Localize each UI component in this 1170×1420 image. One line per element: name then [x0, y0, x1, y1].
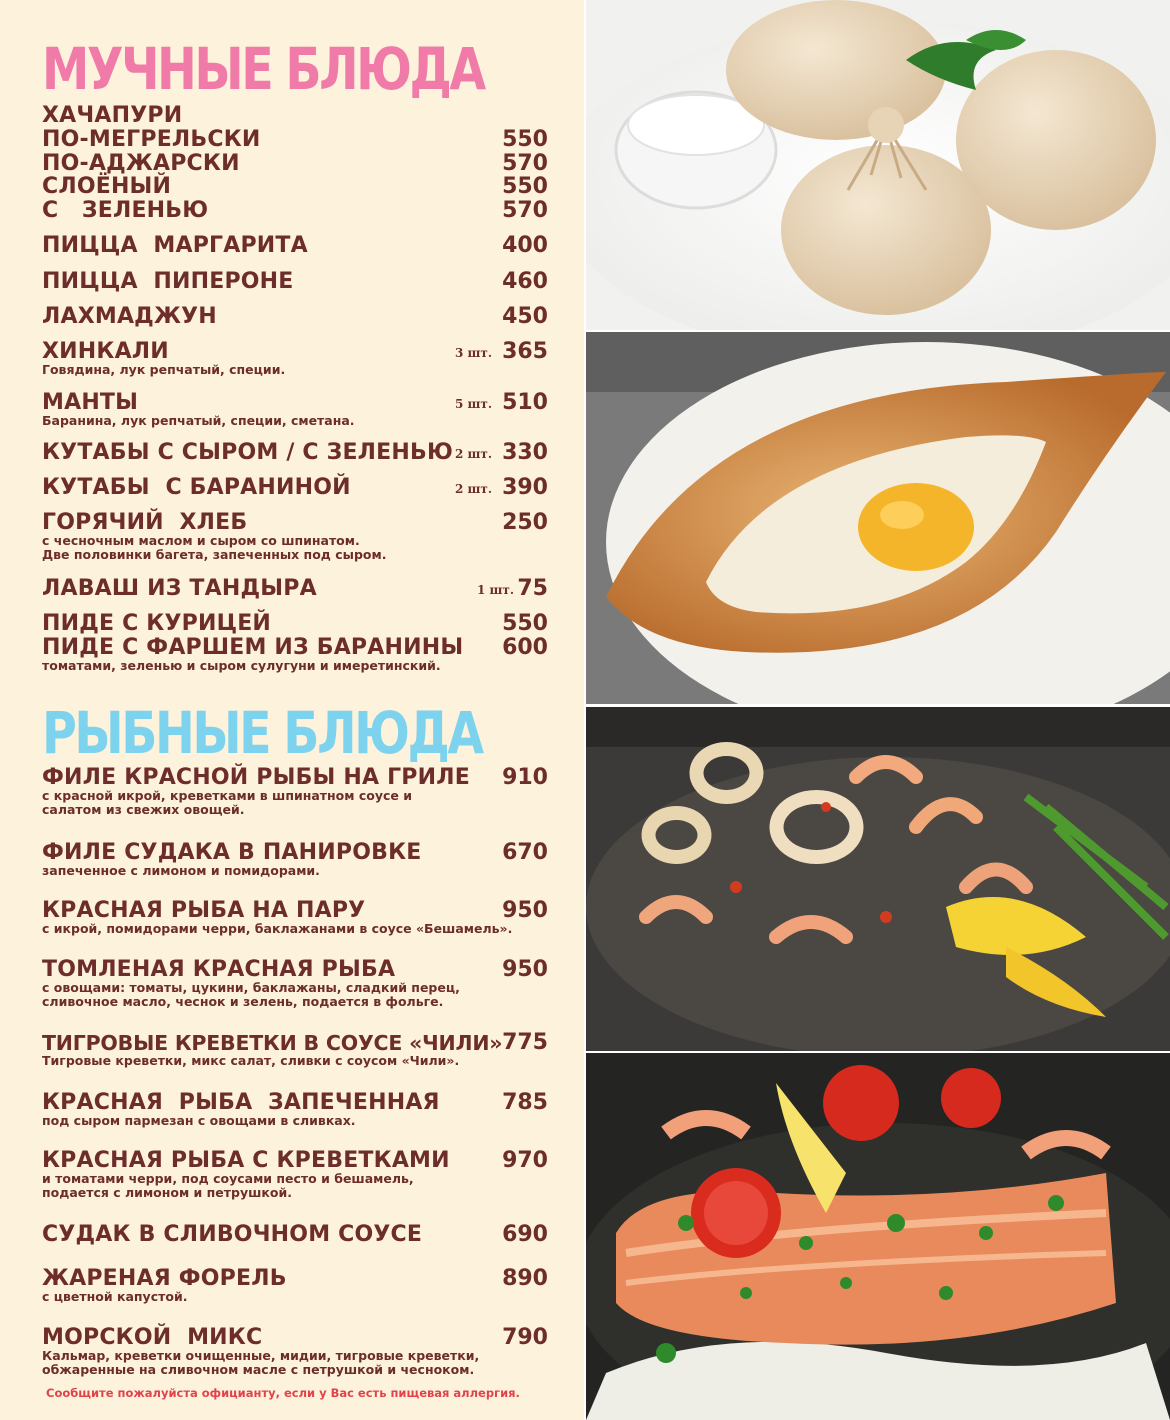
item-description: и томатами черри, под соусами песто и бешамель,: [42, 1171, 414, 1186]
item-price: 460: [502, 269, 548, 294]
menu-item: [42, 104, 548, 128]
item-price: 390: [502, 475, 548, 500]
item-quantity: 5 шт.: [454, 397, 492, 411]
item-quantity: 2 шт.: [454, 447, 492, 461]
item-quantity: 3 шт.: [454, 346, 492, 360]
menu-item: [42, 234, 548, 258]
item-name: МОРСКОЙ МИКС: [42, 1325, 263, 1350]
item-description: с цветной капустой.: [42, 1289, 188, 1304]
photo-salmon: [586, 1053, 1170, 1420]
item-name: ПО-АДЖАРСКИ: [42, 151, 240, 176]
item-price: 950: [502, 957, 548, 982]
item-description: сливочное масло, чеснок и зелень, подается в фольге.: [42, 994, 444, 1009]
item-price: 670: [502, 840, 548, 865]
item-description: с красной икрой, креветками в шпинатном соусе и: [42, 788, 412, 803]
item-name: ХАЧАПУРИ: [42, 103, 183, 128]
item-price: 890: [502, 1266, 548, 1291]
menu-item: [42, 1149, 548, 1173]
item-price: 75: [517, 576, 548, 601]
menu-item: [42, 128, 548, 152]
item-description: с икрой, помидорами черри, баклажанами в соусе «Бешамель».: [42, 921, 513, 936]
item-name: ПИЦЦА МАРГАРИТА: [42, 233, 308, 258]
item-price: 365: [502, 339, 548, 364]
khinkali-illustration: [586, 0, 1170, 330]
item-description: Говядина, лук репчатый, специи.: [42, 362, 286, 377]
item-description: Кальмар, креветки очищенные, мидии, тигровые креветки,: [42, 1348, 480, 1363]
menu-item: [42, 305, 548, 329]
item-name: ЖАРЕНАЯ ФОРЕЛЬ: [42, 1266, 287, 1291]
item-price: 690: [502, 1222, 548, 1247]
menu-item: [42, 766, 548, 790]
item-name: С ЗЕЛЕНЬЮ: [42, 198, 209, 223]
item-price: 510: [502, 390, 548, 415]
item-name: ПИДЕ С ФАРШЕМ ИЗ БАРАНИНЫ: [42, 635, 464, 660]
item-description: томатами, зеленью и сыром сулугуни и имеретинский.: [42, 658, 441, 673]
item-description: обжаренные на сливочном масле с петрушкой и чесноком.: [42, 1362, 475, 1377]
menu-item: [42, 270, 548, 294]
item-name: КУТАБЫ С СЫРОМ / С ЗЕЛЕНЬЮ: [42, 440, 453, 465]
item-name: КРАСНАЯ РЫБА НА ПАРУ: [42, 898, 366, 923]
item-name: КРАСНАЯ РЫБА С КРЕВЕТКАМИ: [42, 1148, 450, 1173]
salmon-illustration: [586, 1053, 1170, 1420]
menu-panel: [0, 0, 584, 1420]
item-quantity: 1 шт.: [476, 583, 514, 597]
item-price: 790: [502, 1325, 548, 1350]
photo-seafood: [586, 707, 1170, 1051]
item-description: запеченное с лимоном и помидорами.: [42, 863, 320, 878]
menu-item: [42, 841, 548, 865]
item-name: СУДАК В СЛИВОЧНОМ СОУСЕ: [42, 1222, 423, 1247]
item-description: под сыром пармезан с овощами в сливках.: [42, 1113, 356, 1128]
menu-item: [42, 899, 548, 923]
item-price: 450: [502, 304, 548, 329]
seafood-illustration: [586, 707, 1170, 1051]
item-price: 600: [502, 635, 548, 660]
item-name: ЛАХМАДЖУН: [42, 304, 217, 329]
menu-item: [42, 636, 548, 660]
item-price: 550: [502, 174, 548, 199]
menu-item: [42, 391, 548, 415]
section-title-fish: РЫБНЫЕ БЛЮДА: [42, 699, 482, 767]
item-price: 550: [502, 611, 548, 636]
photo-khinkali: [586, 0, 1170, 330]
menu-item: [42, 1326, 548, 1350]
menu-item: [42, 958, 548, 982]
menu-item: [42, 199, 548, 223]
item-description: подается с лимоном и петрушкой.: [42, 1185, 292, 1200]
item-name: ФИЛЕ КРАСНОЙ РЫБЫ НА ГРИЛЕ: [42, 765, 470, 790]
menu-item: [42, 1031, 548, 1055]
item-description: с чесночным маслом и сыром со шпинатом.: [42, 533, 360, 548]
item-description: Баранина, лук репчатый, специи, сметана.: [42, 413, 355, 428]
item-name: ХИНКАЛИ: [42, 339, 169, 364]
menu-item: [42, 441, 548, 465]
item-price: 970: [502, 1148, 548, 1173]
item-name: ТИГРОВЫЕ КРЕВЕТКИ В СОУСЕ «ЧИЛИ»: [42, 1031, 503, 1055]
item-description: салатом из свежих овощей.: [42, 802, 245, 817]
allergy-note: Сообщите пожалуйста официанту, если у Вас есть пищевая аллергия.: [46, 1386, 520, 1400]
item-name: ЛАВАШ ИЗ ТАНДЫРА: [42, 576, 317, 601]
item-name: ПИЦЦА ПИПЕРОНЕ: [42, 269, 294, 294]
item-name: МАНТЫ: [42, 390, 139, 415]
menu-item: [42, 152, 548, 176]
menu-item: [42, 476, 548, 500]
item-description: Тигровые креветки, микс салат, сливки с соусом «Чили».: [42, 1053, 460, 1068]
item-name: СЛОЁНЫЙ: [42, 174, 172, 199]
menu-item: [42, 612, 548, 636]
item-name: ПИДЕ С КУРИЦЕЙ: [42, 611, 272, 636]
item-price: 550: [502, 127, 548, 152]
item-price: 400: [502, 233, 548, 258]
item-price: 570: [502, 151, 548, 176]
item-name: ФИЛЕ СУДАКА В ПАНИРОВКЕ: [42, 840, 422, 865]
item-price: 250: [502, 510, 548, 535]
item-name: ПО-МЕГРЕЛЬСКИ: [42, 127, 261, 152]
item-name: КУТАБЫ С БАРАНИНОЙ: [42, 475, 351, 500]
menu-item: [42, 577, 548, 601]
menu-item: [42, 1267, 548, 1291]
item-price: 910: [502, 765, 548, 790]
menu-item: [42, 1091, 548, 1115]
menu-item: [42, 340, 548, 364]
item-price: 570: [502, 198, 548, 223]
item-description: с овощами: томаты, цукини, баклажаны, сладкий перец,: [42, 980, 460, 995]
item-price: 330: [502, 440, 548, 465]
item-description: Две половинки багета, запеченных под сыром.: [42, 547, 387, 562]
item-price: 950: [502, 898, 548, 923]
khachapuri-illustration: [586, 332, 1170, 704]
section-title-dough: МУЧНЫЕ БЛЮДА: [42, 35, 484, 103]
photo-khachapuri: [586, 332, 1170, 704]
menu-item: [42, 1223, 548, 1247]
item-name: ТОМЛЕНАЯ КРАСНАЯ РЫБА: [42, 957, 396, 982]
item-quantity: 2 шт.: [454, 482, 492, 496]
menu-item: [42, 175, 548, 199]
menu-item: [42, 511, 548, 535]
item-name: КРАСНАЯ РЫБА ЗАПЕЧЕННАЯ: [42, 1090, 440, 1115]
item-name: ГОРЯЧИЙ ХЛЕБ: [42, 510, 248, 535]
item-price: 785: [502, 1090, 548, 1115]
item-price: 775: [502, 1030, 548, 1055]
